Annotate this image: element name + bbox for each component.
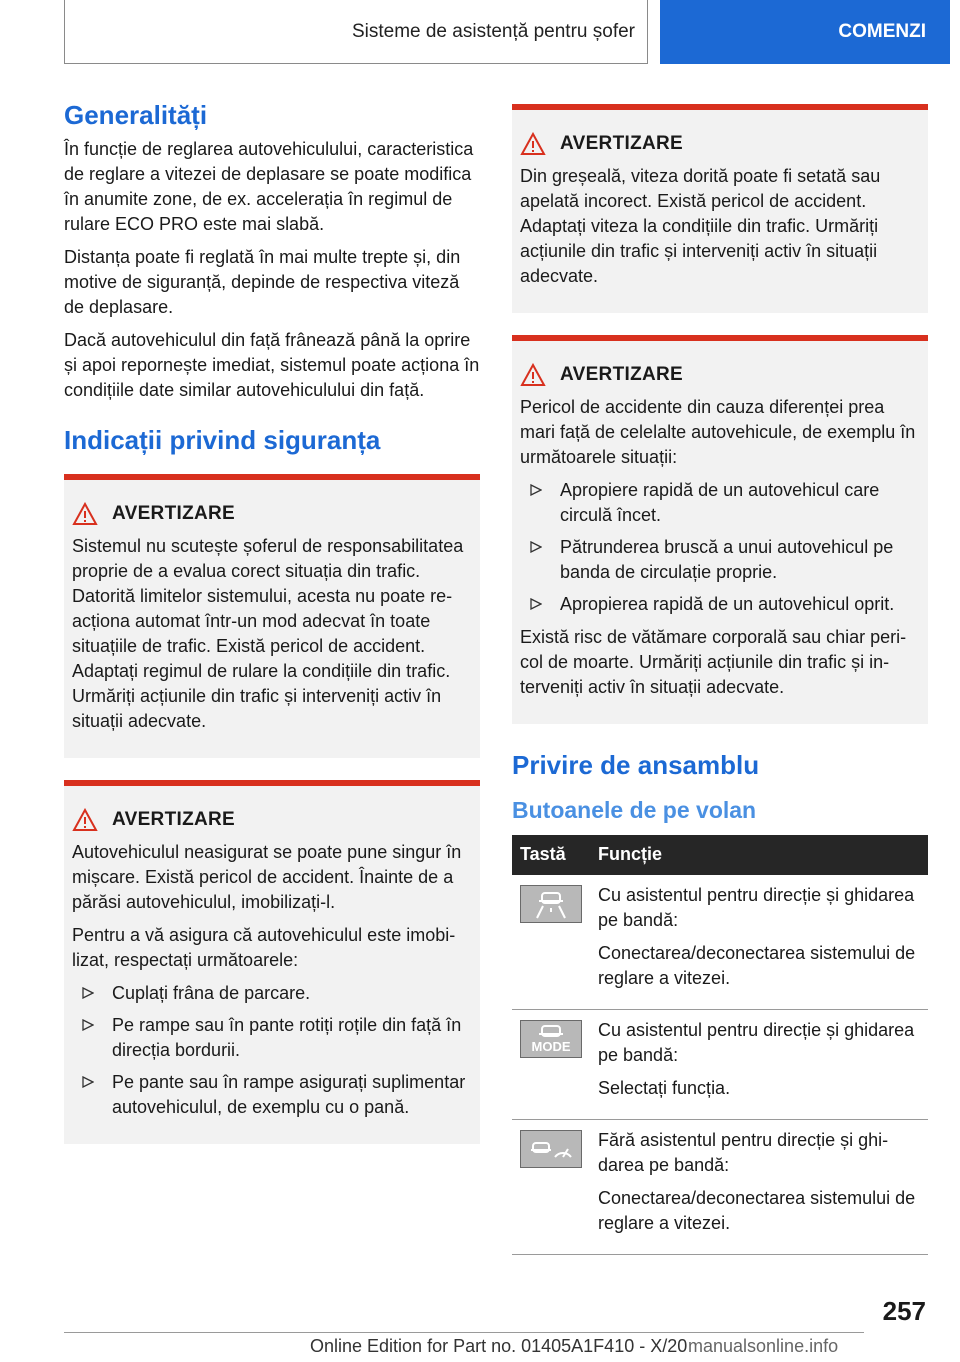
footer-watermark[interactable]: manualsonline.info <box>688 1336 839 1356</box>
warning-title: AVERTIZARE <box>72 808 474 832</box>
warning-text: Autovehiculul neasigurat se poate pune singur în mișcare. Există pericol de accident. Înainte de a părăsi autovehiculul, imobilizați-l. <box>72 842 462 913</box>
mode-icon: MODE <box>520 1020 582 1058</box>
header-section-title: Sisteme de asistență pentru șofer <box>351 20 635 42</box>
warning-icon <box>72 502 98 526</box>
table-header-function: Funcție <box>590 835 928 875</box>
function-text: Fără asistentul pentru direcție și ghidarea pe bandă: <box>598 1129 889 1175</box>
bullet-list <box>520 478 922 617</box>
header-tab-label: COMENZI <box>838 21 926 42</box>
warning-text: Sistemul nu scutește șoferul de responsabilitatea proprie de a evalua corect situația din trafic. Datorită limitelor sistemului, acesta nu poate reacționa automat într-un mod adecvat în toate situațiile de trafic. Există pericol de accident. Adaptați regimul de rulare la condițiile din trafic. Urmăriți acțiunile din trafic și interveniți activ în situații adecvate. <box>72 536 464 732</box>
paragraph: Dacă autovehiculul din față frânează până la oprire și apoi repornește imediat, sistemul poate acționa în condițiile date similar autovehiculului din față. <box>64 330 480 401</box>
page-number: 257 <box>882 1296 926 1326</box>
warning-box <box>64 474 480 758</box>
triangle-bullet-icon <box>82 987 94 999</box>
function-text: Cu asistentul pentru direcție și ghidarea pe bandă: <box>598 1019 915 1065</box>
footer-rule <box>64 1332 864 1333</box>
function-text: Cu asistentul pentru direcție și ghidarea pe bandă: <box>598 884 915 930</box>
list-item: Pe pante sau în rampe asigurați suplimentar autovehiculul, de exemplu cu o pană. <box>72 1070 474 1120</box>
buttons-table <box>512 835 928 1255</box>
function-text: Conectarea/deconectarea sistemului de reglare a vitezei. <box>598 1187 916 1233</box>
triangle-bullet-icon <box>530 541 542 553</box>
triangle-bullet-icon <box>82 1019 94 1031</box>
warning-text: Din greșeală, viteza dorită poate fi setată sau apelată incorect. Există pericol de accident. Adaptați viteza la condițiile din trafic. Urmăriți acțiunile din trafic și interveniți activ în situații adecvate. <box>520 166 881 286</box>
table-row <box>512 875 928 1010</box>
warning-icon <box>72 808 98 832</box>
table-row <box>512 1009 928 1119</box>
header-section <box>64 0 648 64</box>
table-header-row <box>512 835 928 875</box>
paragraph: În funcție de reglarea autovehiculului, caracteristica de reglare a vitezei de deplasare se poate modifica în anumite zone, de ex. accelerația în regimul de rulare ECO PRO este mai slabă. <box>64 139 474 235</box>
warning-box <box>512 104 928 313</box>
triangle-bullet-icon <box>530 598 542 610</box>
function-text: Conectarea/deconectarea sistemului de reglare a vitezei. <box>598 942 916 988</box>
left-column <box>64 100 480 1156</box>
lane-assist-icon <box>520 885 582 923</box>
list-item: Apropierea rapidă de un autovehicul oprit. <box>520 592 922 617</box>
footer-edition: Online Edition for Part no. 01405A1F410 - X/20 <box>310 1336 688 1356</box>
paragraph: Distanța poate fi reglată în mai multe trepte și, din motive de siguranță, depinde de respectiva viteză de deplasare. <box>64 247 461 318</box>
heading-general: Generalități <box>64 100 208 130</box>
table-header-key: Tastă <box>512 835 590 875</box>
cruise-control-icon <box>520 1130 582 1168</box>
triangle-bullet-icon <box>82 1076 94 1088</box>
warning-icon <box>520 363 546 387</box>
warning-box <box>512 335 928 724</box>
triangle-bullet-icon <box>530 484 542 496</box>
right-column <box>512 104 928 1255</box>
function-text: Selectați funcția. <box>598 1077 731 1098</box>
heading-buttons: Butoanele de pe volan <box>512 797 757 824</box>
warning-text: Pericol de accidente din cauza diferenței prea mari față de celelalte autovehicule, de exemplu în următoarele situații: <box>520 397 916 467</box>
list-item: Pătrunderea bruscă a unui autovehicul pe banda de circulație proprie. <box>520 535 922 585</box>
heading-safety: Indicații privind siguranța <box>64 425 381 456</box>
warning-box <box>64 780 480 1144</box>
table-row <box>512 1119 928 1254</box>
warning-text: Există risc de vătămare corporală sau chiar pericol de moarte. Urmăriți acțiunile din trafic și interveniți activ în situații adecvate. <box>520 627 907 697</box>
warning-title: AVERTIZARE <box>520 132 922 156</box>
list-item: Cuplați frâna de parcare. <box>72 981 474 1006</box>
list-item: Apropiere rapidă de un autovehicul care circulă încet. <box>520 478 922 528</box>
warning-title: AVERTIZARE <box>520 363 922 387</box>
warning-text: Pentru a vă asigura că autovehiculul este imobilizat, respectați următoarele: <box>72 925 456 971</box>
warning-icon <box>520 132 546 156</box>
header-tab[interactable] <box>660 0 950 64</box>
bullet-list <box>72 981 474 1120</box>
heading-overview: Privire de ansamblu <box>512 750 760 780</box>
list-item: Pe rampe sau în pante rotiți roțile din față în direcția bordurii. <box>72 1013 474 1063</box>
warning-title: AVERTIZARE <box>72 502 474 526</box>
